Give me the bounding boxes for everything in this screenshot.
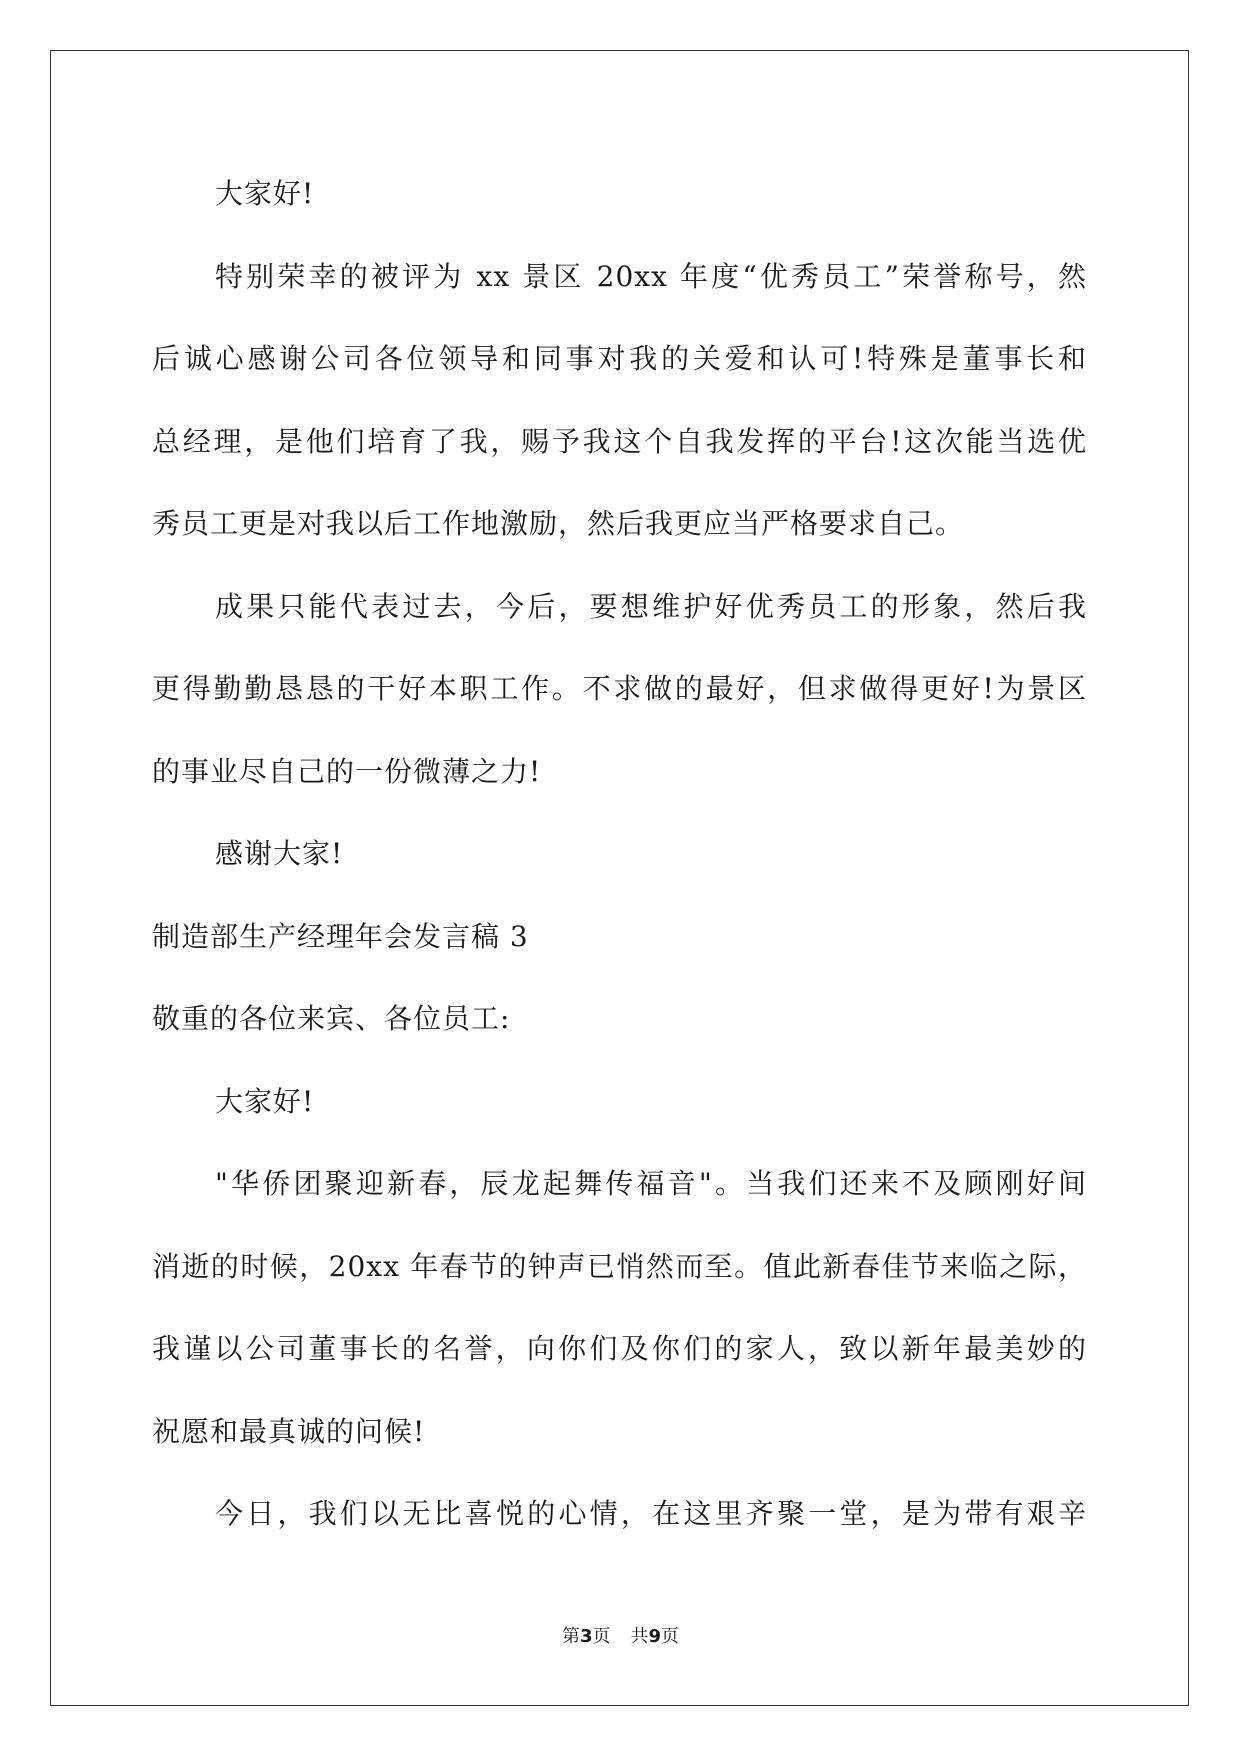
closing-line: 感谢大家! [215,837,344,870]
greeting-line: 大家好! [215,177,315,210]
paragraph-line: 我谨以公司董事长的名誉，向你们及你们的家人，致以新年最美妙的 [152,1332,1087,1365]
paragraph-line: 秀员工更是对我以后工作地激励，然后我更应当严格要求自己。 [152,507,965,540]
page-total: 9 [648,1626,662,1647]
paragraph-line: 特别荣幸的被评为 xx 景区 20xx 年度“优秀员工”荣誉称号，然 [215,259,1087,293]
paragraph-line: 祝愿和最真诚的问候! [152,1414,426,1448]
paragraph-line: "华侨团聚迎新春，辰龙起舞传福音"。当我们还来不及顾刚好间 [215,1167,1087,1200]
document-body [152,153,1087,1556]
paragraph-line: 后诚心感谢公司各位领导和同事对我的关爱和认可!特殊是董事长和 [152,342,1087,375]
salutation-line: 敬重的各位来宾、各位员工: [152,1002,511,1035]
page-total-prefix: 共 [630,1626,649,1647]
page-footer [0,1622,1241,1648]
page-number-suffix: 页 [592,1626,611,1647]
paragraph-line: 的事业尽自己的一份微薄之力! [152,754,542,788]
paragraph-line: 今日，我们以无比喜悦的心情，在这里齐聚一堂，是为带有艰辛 [215,1497,1087,1530]
page-number-prefix: 第 [561,1626,580,1647]
paragraph-line: 更得勤勤恳恳的干好本职工作。不求做的最好，但求做得更好!为景区 [152,672,1087,705]
paragraph-line: 消逝的时候，20xx 年春节的钟声已悄然而至。值此新春佳节来临之际， [152,1249,1087,1283]
page-total-suffix: 页 [661,1626,680,1647]
paragraph-line: 成果只能代表过去，今后，要想维护好优秀员工的形象，然后我 [215,589,1087,623]
greeting-line: 大家好! [215,1084,315,1118]
section-heading: 制造部生产经理年会发言稿 3 [152,919,529,953]
paragraph-line: 总经理，是他们培育了我，赐予我这个自我发挥的平台!这次能当选优 [152,424,1087,458]
page-number-current: 3 [579,1626,593,1647]
